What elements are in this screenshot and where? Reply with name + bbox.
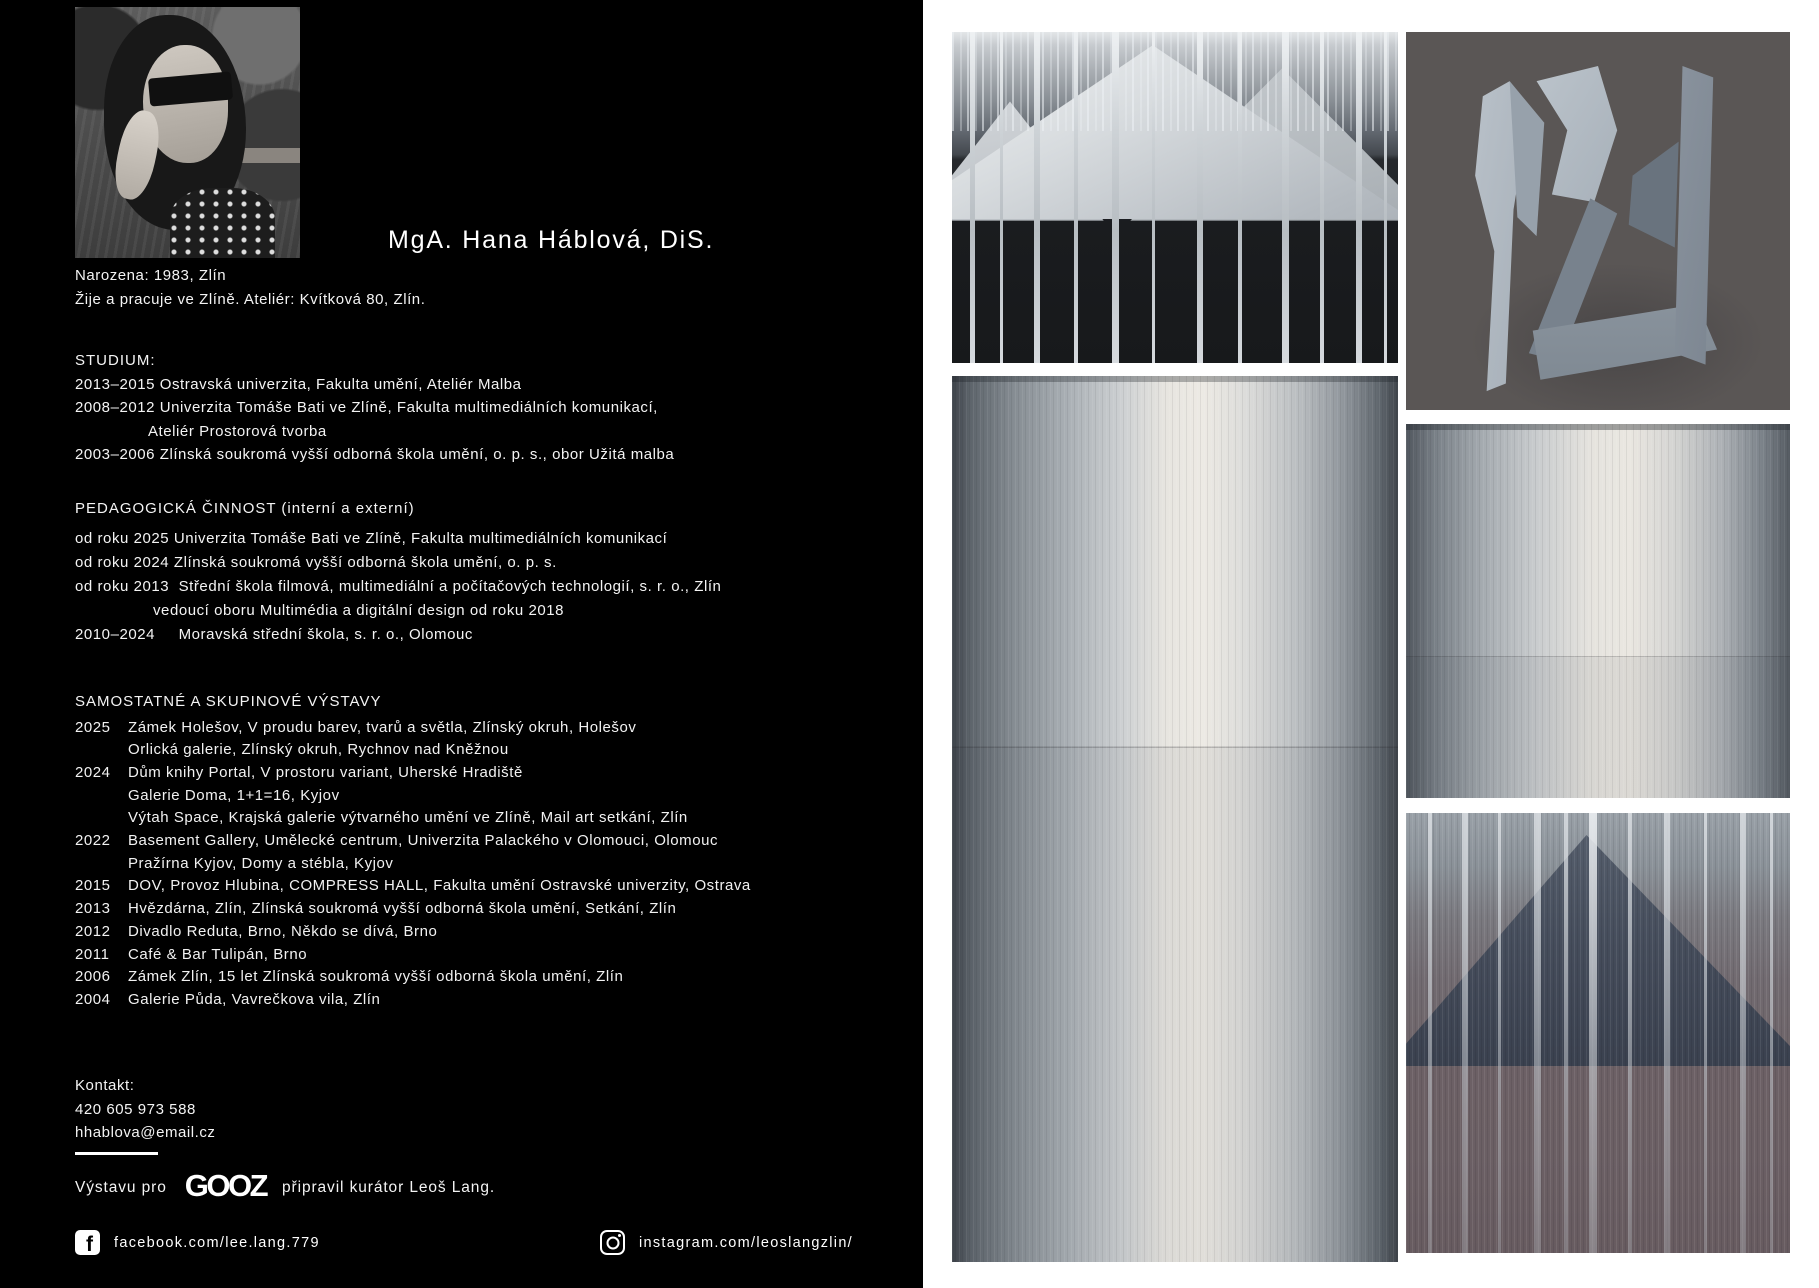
pedagogika-heading: PEDAGOGICKÁ ČINNOST (interní a externí): [75, 500, 415, 517]
bio-block: [75, 264, 425, 311]
exhibition-text: DOV, Provoz Hlubina, COMPRESS HALL, Fakulta umění Ostravské univerzity, Ostrava: [128, 877, 751, 895]
exhibition-year: 2011: [75, 945, 110, 963]
photo-dress: [170, 188, 276, 258]
kontakt-email: hhablova@email.cz: [75, 1124, 216, 1141]
artwork-geometric-forms: [1406, 32, 1790, 410]
exhibition-row: [75, 717, 751, 740]
exhibition-row: [75, 739, 751, 762]
exhibition-year: 2025: [75, 718, 111, 736]
instagram-icon: [600, 1230, 625, 1255]
pedagogika-line: vedoucí oboru Multimédia a digitální design od roku 2018: [153, 601, 565, 619]
kontakt-phone: 420 605 973 588: [75, 1100, 196, 1118]
credit-line: [75, 1168, 495, 1208]
exhibition-text: Galerie Doma, 1+1=16, Kyjov: [128, 786, 340, 804]
studium-line: 2008–2012 Univerzita Tomáše Bati ve Zlíně, Fakulta multimediálních komunikací,: [75, 399, 658, 416]
section-vystavy: [75, 690, 751, 1012]
exhibition-text: Výtah Space, Krajská galerie výtvarného umění ve Zlíně, Mail art setkání, Zlín: [128, 809, 688, 827]
exhibition-text: Zámek Holešov, V proudu barev, tvarů a světla, Zlínský okruh, Holešov: [128, 718, 637, 736]
exhibition-year: 2024: [75, 763, 111, 781]
exhibition-year: [75, 807, 128, 830]
facebook-link[interactable]: [75, 1230, 320, 1255]
exhibition-row: [75, 944, 751, 967]
exhibition-text: Hvězdárna, Zlín, Zlínská soukromá vyšší odborná škola umění, Setkání, Zlín: [128, 900, 677, 918]
credit-prefix: Výstavu pro: [75, 1179, 167, 1196]
exhibition-year: [75, 785, 128, 808]
exhibition-year: 2022: [75, 832, 111, 850]
pedagogika-line: od roku 2013 Střední škola filmová, multimediální a počítačových technologií, s. r. o., Zlín: [75, 577, 722, 595]
exhibition-row: [75, 966, 751, 989]
kontakt-heading: Kontakt:: [75, 1077, 135, 1094]
studium-line: Ateliér Prostorová tvorba: [148, 422, 327, 440]
pedagogika-line: od roku 2024 Zlínská soukromá vyšší odborná škola umění, o. p. s.: [75, 553, 557, 571]
exhibition-text: Basement Gallery, Umělecké centrum, Univerzita Palackého v Olomouci, Olomouc: [128, 832, 719, 850]
exhibition-row: [75, 807, 751, 830]
exhibition-row: [75, 830, 751, 853]
instagram-link[interactable]: [600, 1230, 853, 1255]
artwork-pyramids-stripes: [952, 32, 1398, 363]
divider-line: [75, 1152, 158, 1155]
facebook-url[interactable]: facebook.com/lee.lang.779: [114, 1234, 320, 1251]
credit-suffix: připravil kurátor Leoš Lang.: [282, 1179, 496, 1196]
pedagogika-line: od roku 2025 Univerzita Tomáše Bati ve Zlíně, Fakulta multimediálních komunikací: [75, 529, 668, 547]
section-studium: [75, 349, 674, 467]
exhibition-year: 2012: [75, 922, 111, 940]
exhibition-row: [75, 989, 751, 1012]
artwork-vertical-stripes: [952, 32, 1398, 363]
artwork-gradient-square: [1406, 424, 1790, 798]
exhibition-row: [75, 875, 751, 898]
facebook-icon: [75, 1230, 100, 1255]
exhibition-text: Dům knihy Portal, V prostoru variant, Uherské Hradiště: [128, 763, 523, 781]
exhibition-text: Divadlo Reduta, Brno, Někdo se dívá, Brno: [128, 922, 438, 940]
exhibition-year: 2015: [75, 877, 111, 895]
exhibition-text: Pražírna Kyjov, Domy a stébla, Kyjov: [128, 854, 394, 872]
section-kontakt: [75, 1074, 215, 1145]
exhibition-row: [75, 853, 751, 876]
instagram-url[interactable]: instagram.com/leoslangzlin/: [639, 1234, 854, 1251]
exhibition-year: 2013: [75, 900, 111, 918]
exhibition-year: [75, 853, 128, 876]
portrait-photo: [75, 7, 300, 258]
pedagogika-line: 2010–2024 Moravská střední škola, s. r. o., Olomouc: [75, 625, 473, 643]
facebook-icon-glyph: f: [86, 1233, 93, 1255]
exhibition-year: [75, 739, 128, 762]
exhibition-text: Galerie Půda, Vavrečkova vila, Zlín: [128, 990, 381, 1008]
studium-line: 2013–2015 Ostravská univerzita, Fakulta umění, Ateliér Malba: [75, 375, 522, 393]
exhibition-text: Orlická galerie, Zlínský okruh, Rychnov nad Kněžnou: [128, 741, 509, 759]
studium-heading: STUDIUM:: [75, 352, 156, 369]
exhibition-row: [75, 921, 751, 944]
gooz-logo: GOOZ: [184, 1168, 267, 1203]
artwork-gradient-tall: [952, 376, 1398, 1262]
right-page: [923, 0, 1819, 1288]
birth-info: Narozena: 1983, Zlín: [75, 267, 227, 284]
exhibition-year: 2006: [75, 968, 111, 986]
artwork-mountain-stripes: [1406, 813, 1790, 1253]
exhibition-text: Zámek Zlín, 15 let Zlínská soukromá vyšší odborná škola umění, Zlín: [128, 968, 624, 986]
artwork-vertical-stripes: [1406, 813, 1790, 1253]
exhibition-row: [75, 898, 751, 921]
studium-line: 2003–2006 Zlínská soukromá vyšší odborná škola umění, o. p. s., obor Užitá malba: [75, 446, 675, 463]
section-pedagogicka-cinnost: [75, 497, 721, 647]
artist-name: MgA. Hana Háblová, DiS.: [388, 226, 715, 254]
exhibition-row: [75, 762, 751, 785]
exhibition-text: Café & Bar Tulipán, Brno: [128, 945, 308, 963]
exhibition-year: 2004: [75, 990, 111, 1008]
vystavy-heading: SAMOSTATNÉ A SKUPINOVÉ VÝSTAVY: [75, 693, 382, 710]
exhibition-row: [75, 785, 751, 808]
residence-info: Žije a pracuje ve Zlíně. Ateliér: Kvítková 80, Zlín.: [75, 290, 426, 308]
